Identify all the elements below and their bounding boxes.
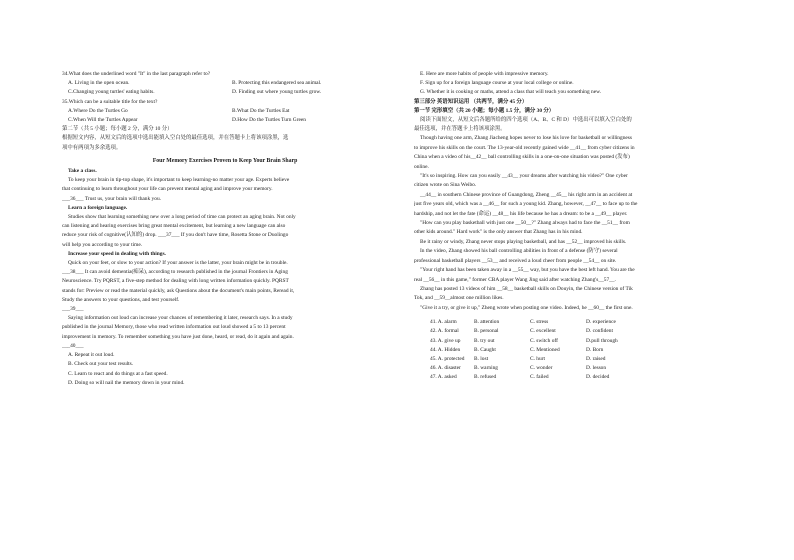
passage-line: reduce your risk of cognitive(认知的) drop. ___37___ If you don't have time, Rosetta Stone or Duolingo bbox=[62, 232, 289, 239]
cloze-instruction-1: 阅读下面短文，从短文后各题所给的四个选项（A、B、C 和 D）中选出可以填入空白处的 bbox=[420, 117, 632, 124]
passage-line: ___40___ bbox=[62, 342, 84, 349]
cloze-passage-line: online. bbox=[414, 163, 429, 170]
cloze-choices bbox=[414, 318, 732, 382]
choice-option[interactable]: D. raised bbox=[586, 355, 606, 362]
section-2-heading: 第二节（共 5 小题；每小题 2 分，满分 10 分） bbox=[62, 126, 173, 133]
choice-option[interactable]: B. personal bbox=[474, 328, 499, 335]
q34-option-d[interactable]: D. Finding out where young turtles grow. bbox=[232, 89, 322, 96]
choice-row bbox=[414, 327, 732, 336]
cloze-instruction-2: 最佳选项，并在答题卡上将该项涂黑。 bbox=[414, 126, 506, 133]
choice-row bbox=[414, 337, 732, 346]
choice-option[interactable]: 47. A. asked bbox=[430, 374, 457, 381]
cloze-passage-line: just five years old, which was a __46__ for such a young kid. Zhang, however, __47__ to face up to the bbox=[414, 201, 638, 208]
cloze-passage-line: __44__ in southern Chinese province of Guangdong, Zheng __45__ his right arm in an accident at bbox=[420, 191, 633, 198]
answer-option[interactable]: F. Sign up for a foreign language course at your local college or online. bbox=[420, 80, 574, 87]
choice-option[interactable]: B. attention bbox=[474, 319, 500, 326]
choice-option[interactable]: C. hurt bbox=[530, 355, 545, 362]
answer-option[interactable]: B. Check out your test results. bbox=[68, 361, 134, 368]
passage-line: ___36___ Trust us, your brain will thank you. bbox=[62, 195, 161, 202]
passage-line: that continuing to learn throughout your life can prevent mental aging and improve your memory. bbox=[62, 186, 273, 193]
choice-option[interactable]: 44. A. Hidden bbox=[430, 346, 461, 353]
cloze-passage-line: other kids around." Hard work" is the only answer that Zhang has in his mind. bbox=[414, 229, 583, 236]
passage-line: Neuroscience. Try PQRST, a five-step method for dealing with long written information quickly. PQRST bbox=[62, 278, 289, 285]
q35-options-row-1 bbox=[62, 107, 388, 116]
choice-option[interactable]: D. confident bbox=[586, 328, 613, 335]
choice-option[interactable]: 45. A. protected bbox=[430, 355, 465, 362]
q34-options-row-1 bbox=[62, 79, 388, 88]
choice-option[interactable]: 43. A. give up bbox=[430, 337, 461, 344]
q34-options-row-2 bbox=[62, 88, 388, 97]
passage-line: To keep your brain in tip-top shape, it's important to keep learning-no matter your age. Experts believe bbox=[68, 177, 290, 184]
choice-option[interactable]: B. Caught bbox=[474, 346, 496, 353]
choice-option[interactable]: B. warning bbox=[474, 365, 498, 372]
passage-line: improvement in memory. To remember something you have just done, heard, or read, do it again and again. bbox=[62, 333, 294, 340]
q34-option-a[interactable]: A. Living in the open ocean. bbox=[68, 80, 130, 87]
passage-line: Quick on your feet, or slow to your action? If your answer is the latter, your brain might be in trouble. bbox=[68, 260, 288, 267]
choice-option[interactable]: C. excellent bbox=[530, 328, 556, 335]
q34-option-c[interactable]: C.Changing young turtles' eating habits. bbox=[68, 89, 155, 96]
cloze-passage-line: Be it rainy or windy, Zhang never stops playing basketball, and has __52__ improved his skills. bbox=[420, 238, 627, 245]
choice-option[interactable]: C. stress bbox=[530, 319, 549, 326]
choice-row bbox=[414, 364, 732, 373]
answer-option[interactable]: A. Repeat it out loud. bbox=[68, 352, 115, 359]
choice-option[interactable]: C. failed bbox=[530, 374, 549, 381]
cloze-passage-line: hardship, and not let the fate (命运) __48__ his life because he has a dream: to be a __49__ player. bbox=[414, 210, 628, 217]
subheading: Learn a foreign language. bbox=[68, 204, 128, 211]
passage-line: ___38___ It can avoid dementia(痴呆), according to research published in the journal Frontiers in Aging bbox=[62, 269, 288, 276]
choice-option[interactable]: C. switch off bbox=[530, 337, 558, 344]
cloze-passage-line: In the video, Zhang showed his ball controlling abilities in front of a defense (防守) several bbox=[420, 248, 618, 255]
passage-options-continued bbox=[414, 70, 732, 98]
passage-line: stands for: Preview or read the material quickly, ask Questions about the document's main points, Reread it, bbox=[62, 287, 295, 294]
cloze-passage-line: "How can you play basketball with just one __50__?" Zhang always had to face the __51__ from bbox=[420, 220, 630, 227]
answer-option[interactable]: C. Learn to react and do things at a fast speed. bbox=[68, 370, 168, 377]
cloze-passage-line: Zhang has posted 13 videos of him __58__ basketball skills on Douyin, the Chinese version of Tik bbox=[420, 285, 633, 292]
choice-option[interactable]: B. refused bbox=[474, 374, 497, 381]
choice-option[interactable]: D. lesson bbox=[586, 365, 607, 372]
question-35: 35.Which can be a suitable title for the text? bbox=[62, 98, 158, 105]
cloze-passage-line: professional basketball players __53__ and received a loud cheer from people __54__ on site. bbox=[414, 257, 617, 264]
passage-line: ___39___ bbox=[62, 306, 84, 313]
choice-option[interactable]: C. wonder bbox=[530, 365, 553, 372]
passage-line: Study the answers to your questions, and test yourself. bbox=[62, 296, 180, 303]
choice-option[interactable]: D. experience bbox=[586, 319, 616, 326]
left-column bbox=[62, 70, 388, 388]
passage-line: Studies show that learning something new over a long period of time can protect an aging brain. Not only bbox=[68, 214, 296, 221]
cloze-passage-line: to improve his skills on the court. The 13-year-old recently gained wide __41__ from cyber citizens in bbox=[414, 144, 635, 151]
choice-option[interactable]: B. try out bbox=[474, 337, 495, 344]
passage-options bbox=[62, 351, 388, 388]
cloze-passage-line: citizen wrote on Sina Weibo. bbox=[414, 182, 477, 189]
choice-option[interactable]: D. Born bbox=[586, 346, 604, 353]
cloze-passage-line: China when a video of his__42__ ball controlling skills in a one-on-one situation was posted (发布) bbox=[414, 154, 630, 161]
subheading: Increase your speed in dealing with things. bbox=[68, 250, 166, 257]
choice-option[interactable]: 42. A. formal bbox=[430, 328, 459, 335]
question-34: 34.What does the underlined word "It" in the last paragraph refer to? bbox=[62, 71, 211, 77]
instruction-line-2: 项中有两项为多余选项。 bbox=[62, 144, 122, 151]
choice-row bbox=[414, 346, 732, 355]
q35-option-a[interactable]: A.Where Do the Turtles Go bbox=[68, 107, 128, 114]
q34-option-b[interactable]: B. Protecting this endangered sea animal. bbox=[232, 80, 322, 87]
cloze-passage-line: real __56__ in this game," former CBA player Wang Jing said after watching Zhang's__57__. bbox=[414, 276, 616, 283]
choice-option[interactable]: B. lost bbox=[474, 355, 489, 362]
passage-title: Four Memory Exercises Proven to Keep Your Brain Sharp bbox=[152, 157, 298, 164]
cloze-passage-line: "Give it a try, or give it up," Zheng wrote when posting one video. Indeed, he __60__ the first one. bbox=[420, 304, 633, 311]
choice-option[interactable]: D. decided bbox=[586, 374, 610, 381]
subheading: Take a class. bbox=[68, 168, 97, 175]
q35-option-c[interactable]: C.When Will the Turtles Appear bbox=[68, 117, 138, 124]
cloze-passage-line: Though having one arm, Zhang Jiacheng hopes never to lose his love for basketball or willingness bbox=[420, 135, 632, 142]
choice-option[interactable]: 46. A. disaster bbox=[430, 365, 461, 372]
instruction-line-1: 根据短文内容，从短文后的选项中选出能填入空白处的最佳选项，并在答题卡上将该项涂黑，选 bbox=[62, 135, 289, 142]
choice-option[interactable]: D.pull through bbox=[586, 337, 618, 344]
passage-line: published in the journal Memory, those who read written information out loud showed a 5 to 13 percent bbox=[62, 324, 286, 331]
cloze-passage-line: Tok, and __59__almost one million likes. bbox=[414, 295, 504, 302]
cloze-passage-line: "It's so inspiring. How can you easily __43__ your dreams after watching his video?" One cyber bbox=[420, 173, 628, 180]
passage-body bbox=[62, 167, 388, 351]
q35-option-d[interactable]: D.How Do the Turtles Turn Green bbox=[232, 117, 306, 124]
choice-row bbox=[414, 373, 732, 382]
cloze-passage-line: "Your right hand has been taken away in a __55__ way, but you have the best left hand. You are the bbox=[420, 267, 635, 274]
answer-option[interactable]: E. Here are more habits of people with impressive memory. bbox=[420, 71, 549, 77]
part-3-heading: 第三部分 英语知识运用 （共两节，满分 45 分） bbox=[414, 98, 528, 105]
cloze-passage bbox=[414, 134, 732, 313]
passage-line: Saying information out loud can increase your chances of remembering it later, research says. In a study bbox=[68, 315, 293, 322]
answer-option[interactable]: G. Whether it is cooking or maths, attend a class that will teach you something new. bbox=[420, 89, 601, 96]
choice-option[interactable]: 41. A. alarm bbox=[430, 319, 457, 326]
passage-line: can listening and hearing exercises bring great mental excitement, but learning a new language can also bbox=[62, 223, 286, 230]
answer-option[interactable]: D. Doing so will nail the memory down in your mind. bbox=[68, 379, 185, 386]
right-column bbox=[414, 70, 732, 383]
q35-options-row-2 bbox=[62, 116, 388, 125]
choice-option[interactable]: C. Mentioned bbox=[530, 346, 560, 353]
choice-row bbox=[414, 355, 732, 364]
passage-line: will help you according to your time. bbox=[62, 241, 143, 248]
q35-option-b[interactable]: B.What Do the Turtles Eat bbox=[232, 107, 290, 114]
choice-row bbox=[414, 318, 732, 327]
section-1-heading: 第一节 完形填空（共 20 小题；每小题 1.5 分，满分 30 分） bbox=[414, 107, 555, 114]
